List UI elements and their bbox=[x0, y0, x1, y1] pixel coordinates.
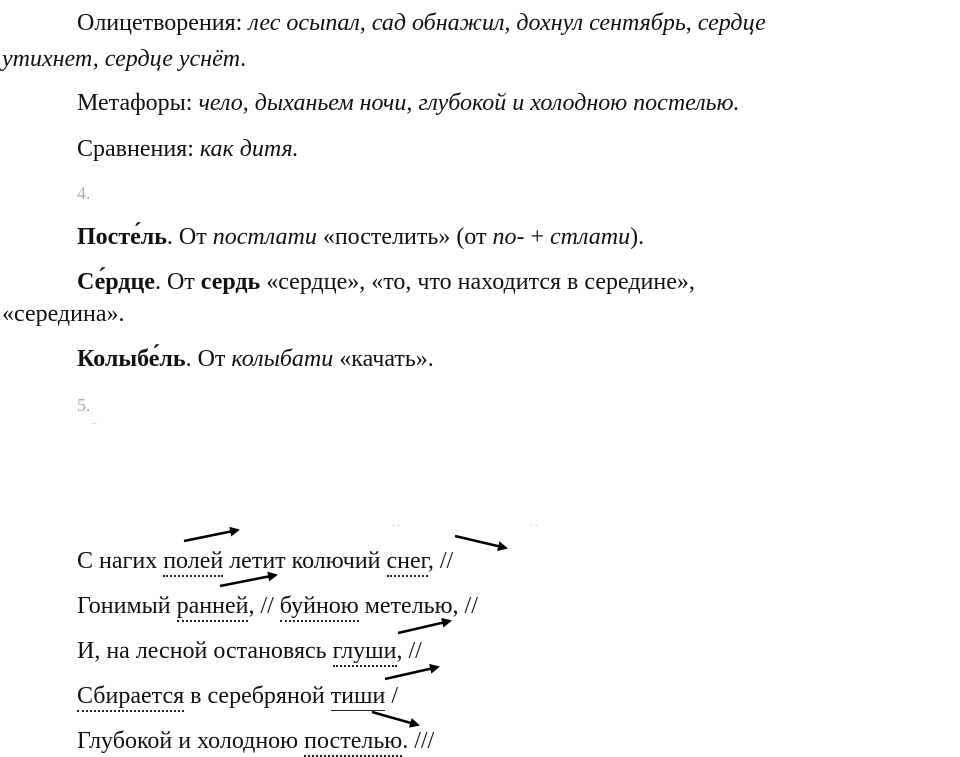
poem-line-4 bbox=[77, 681, 398, 711]
arrow-up bbox=[220, 575, 276, 586]
source-word: сердь bbox=[200, 269, 261, 295]
text: летит колючий bbox=[223, 548, 387, 574]
source-word: колыбати bbox=[231, 346, 334, 372]
comparisons-label: Сравнения: bbox=[77, 136, 194, 162]
stressed-word: Сбирается bbox=[77, 683, 184, 712]
source-word: постлати bbox=[212, 224, 317, 250]
etymology-postel bbox=[77, 222, 644, 252]
pause-mark: . /// bbox=[402, 728, 435, 754]
text: , // bbox=[248, 593, 280, 619]
from-word: . От bbox=[185, 346, 226, 372]
text: Глубокой и холодною bbox=[77, 728, 305, 754]
speck-dots: . . bbox=[530, 518, 538, 529]
from-word: . От bbox=[166, 224, 207, 250]
gloss: «сердце», «то, что находится в середине», bbox=[266, 269, 695, 295]
personification-label: Олицетворения: bbox=[77, 10, 243, 36]
personification-line-2 bbox=[2, 44, 246, 74]
headword: Колыбе́ль bbox=[77, 346, 186, 372]
period: . bbox=[240, 46, 247, 72]
stressed-word: буйною bbox=[280, 593, 359, 622]
stressed-word: постелью bbox=[304, 728, 402, 757]
poem-line-2 bbox=[77, 591, 478, 621]
metaphors-line bbox=[77, 88, 740, 118]
metaphors-text: чело, дыханьем ночи, глубокой и холодною постелью. bbox=[198, 90, 740, 116]
comparisons-line bbox=[77, 134, 299, 164]
text: И, на лесной остановясь bbox=[77, 638, 333, 664]
headword: Се́рдце bbox=[77, 269, 155, 295]
stressed-word: глуши bbox=[333, 638, 397, 667]
poem-line-5 bbox=[77, 726, 434, 756]
section-4-number: 4. bbox=[77, 183, 91, 203]
gloss: «постелить» (от bbox=[322, 224, 487, 250]
plus: + bbox=[530, 224, 545, 250]
pause-mark: , // bbox=[396, 638, 422, 664]
personification-line-1 bbox=[77, 8, 766, 38]
headword: Посте́ль bbox=[77, 224, 167, 250]
arrow-up bbox=[398, 621, 450, 633]
stressed-word: ранней bbox=[177, 593, 249, 622]
text: в серебряной bbox=[184, 683, 331, 709]
poem-line-1 bbox=[77, 546, 453, 576]
personification-text-cont: утихнет, сердце уснёт bbox=[2, 46, 241, 72]
stressed-word: снег bbox=[387, 548, 428, 577]
root: стлати bbox=[550, 224, 631, 250]
stressed-word: полей bbox=[163, 548, 223, 577]
text: С нагих bbox=[77, 548, 164, 574]
comparisons-text: как дитя. bbox=[199, 136, 299, 162]
pause-mark: , // bbox=[427, 548, 454, 574]
poem-line-3 bbox=[77, 636, 422, 666]
metaphors-label: Метафоры: bbox=[77, 90, 193, 116]
arrow-up bbox=[385, 667, 438, 679]
section-5-number: 5. bbox=[77, 395, 91, 415]
speck-dots: .. bbox=[92, 416, 97, 427]
personification-text: лес осыпал, сад обнажил, дохнул сентябрь, сердце bbox=[248, 10, 766, 36]
close-paren: ). bbox=[630, 224, 645, 250]
arrow-up bbox=[184, 530, 238, 541]
arrow-down bbox=[372, 712, 418, 725]
pause-mark: / bbox=[385, 683, 398, 709]
prefix: по- bbox=[492, 224, 525, 250]
gloss: «качать». bbox=[339, 346, 434, 372]
text: Гонимый bbox=[77, 593, 177, 619]
etymology-serdce-cont bbox=[2, 299, 124, 329]
etymology-serdce bbox=[77, 267, 695, 297]
from-word: . От bbox=[154, 269, 195, 295]
etymology-kolybel bbox=[77, 344, 434, 374]
stressed-word: тиши bbox=[330, 683, 386, 709]
arrow-down bbox=[455, 536, 506, 548]
gloss-cont: «середина». bbox=[2, 301, 125, 327]
pause-mark: метелью, // bbox=[358, 593, 478, 619]
speck-dots: . . bbox=[392, 518, 400, 529]
